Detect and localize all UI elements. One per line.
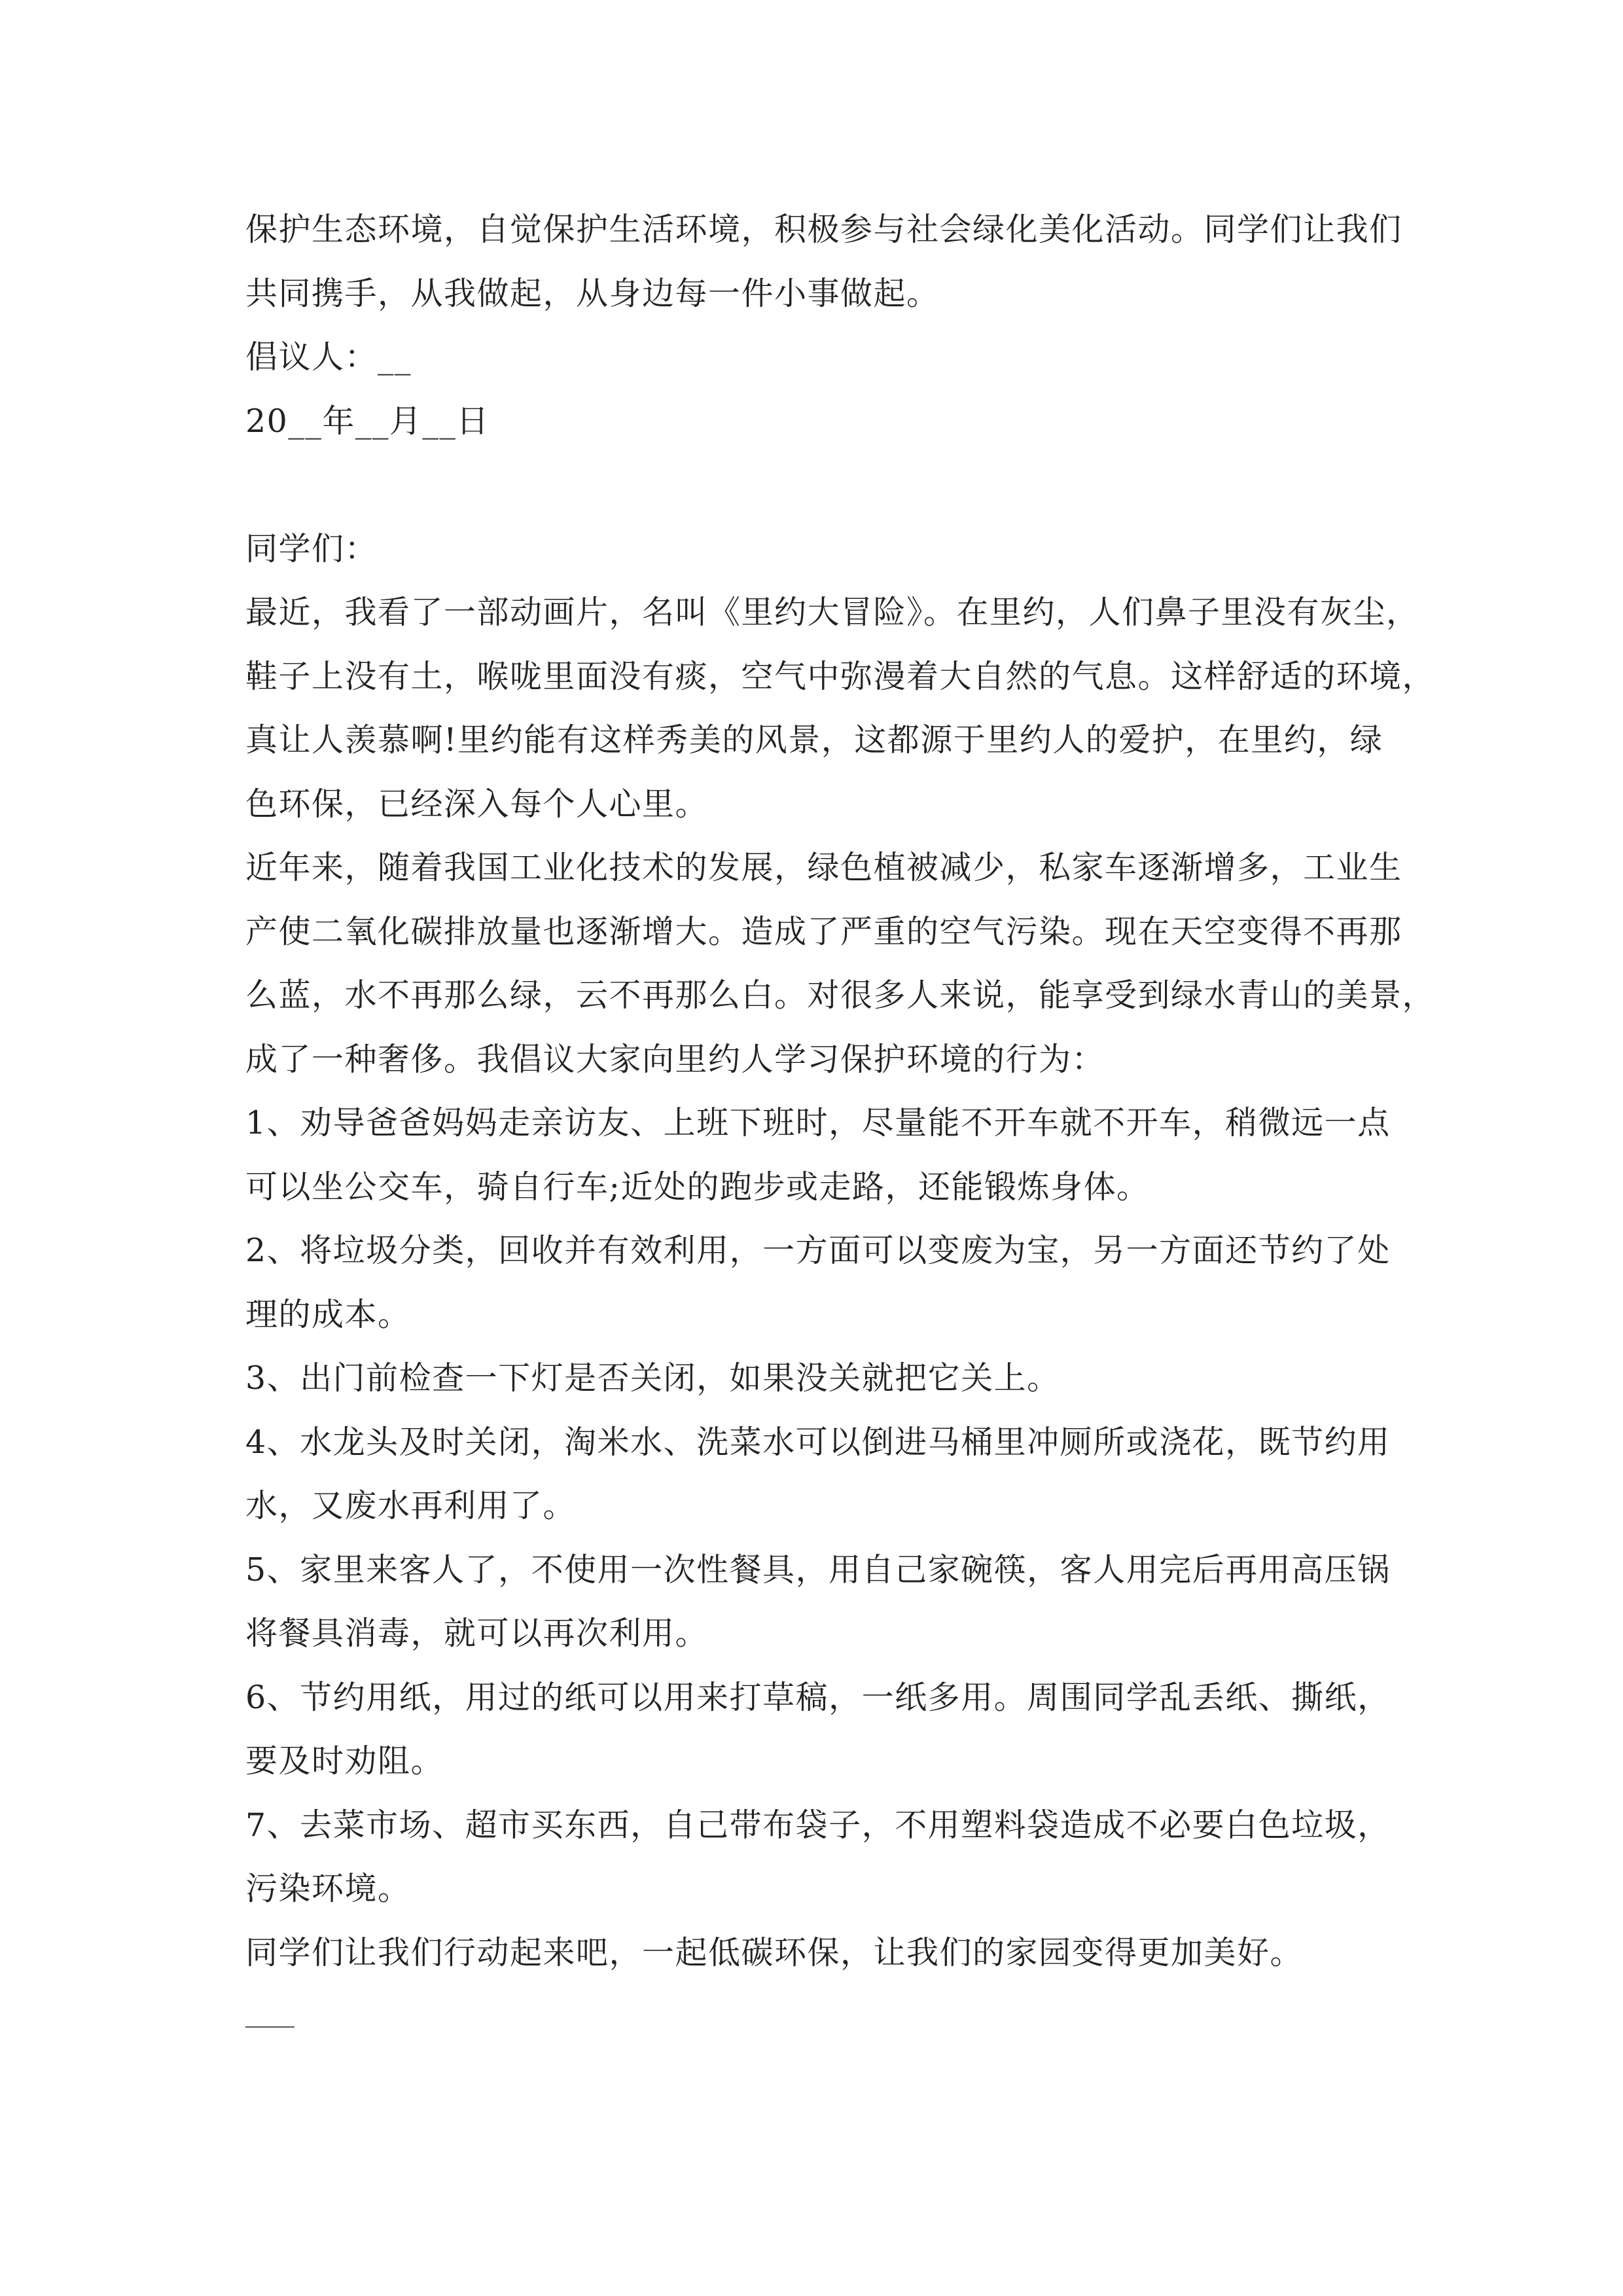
list-item-line: 将餐具消毒，就可以再次利用。 <box>245 1615 709 1652</box>
text-line: 成了一种奢侈。我倡议大家向里约人学习保护环境的行为： <box>245 1040 1105 1078</box>
text-line: 最近，我看了一部动画片，名叫《里约大冒险》。在里约，人们鼻子里没有灰尘， <box>245 594 1419 631</box>
text-line: 产使二氧化碳排放量也逐渐增大。造成了严重的空气污染。现在天空变得不再那 <box>245 912 1402 950</box>
initiator-line: 倡议人：__ <box>245 338 412 376</box>
list-item-line: 理的成本。 <box>245 1295 411 1333</box>
list-item-line: 7、去菜市场、超市买东西，自己带布袋子，不用塑料袋造成不必要白色垃圾， <box>245 1806 1391 1844</box>
list-item-line: 6、节约用纸，用过的纸可以用来打草稿，一纸多用。周围同学乱丢纸、撕纸， <box>245 1678 1391 1716</box>
closing-line: 同学们让我们行动起来吧，一起低碳环保，让我们的家园变得更加美好。 <box>245 1933 1304 1971</box>
date-line: 20__年__月__日 <box>245 402 490 440</box>
section-gap <box>245 453 1397 517</box>
list-item-line: 可以坐公交车，骑自行车;近处的跑步或走路，还能锻炼身体。 <box>245 1168 1150 1206</box>
list-item-line: 1、劝导爸爸妈妈走亲访友、上班下班时，尽量能不开车就不开车，稍微远一点 <box>245 1104 1391 1141</box>
list-item-line: 水，又废水再利用了。 <box>245 1487 577 1524</box>
text-line: 共同携手，从我做起，从身边每一件小事做起。 <box>245 274 940 312</box>
document-body <box>245 198 1436 1984</box>
text-line: 近年来，随着我国工业化技术的发展，绿色植被减少，私家车逐渐增多，工业生 <box>245 849 1402 886</box>
salutation: 同学们： <box>245 529 378 567</box>
text-line: 鞋子上没有土，喉咙里面没有痰，空气中弥漫着大自然的气息。这样舒适的环境， <box>245 657 1436 695</box>
list-item-line: 5、家里来客人了，不使用一次性餐具，用自己家碗筷，客人用完后再用高压锅 <box>245 1551 1391 1588</box>
text-line: 真让人羡慕啊!里约能有这样秀美的风景，这都源于里约人的爱护，在里约，绿 <box>245 721 1383 759</box>
text-line: 色环保，已经深入每个人心里。 <box>245 785 709 823</box>
list-item-line: 2、将垃圾分类，回收并有效利用，一方面可以变废为宝，另一方面还节约了处 <box>245 1232 1391 1269</box>
list-item-line: 4、水龙头及时关闭，淘米水、洗菜水可以倒进马桶里冲厕所或浇花，既节约用 <box>245 1423 1391 1461</box>
list-item-line: 污染环境。 <box>245 1870 411 1907</box>
text-line: 么蓝，水不再那么绿，云不再那么白。对很多人来说，能享受到绿水青山的美景， <box>245 977 1436 1014</box>
list-item-line: 要及时劝阻。 <box>245 1742 444 1780</box>
separator-rule <box>245 2026 294 2028</box>
list-item-line: 3、出门前检查一下灯是否关闭，如果没关就把它关上。 <box>245 1359 1060 1397</box>
text-line: 保护生态环境，自觉保护生活环境，积极参与社会绿化美化活动。同学们让我们 <box>245 211 1402 248</box>
